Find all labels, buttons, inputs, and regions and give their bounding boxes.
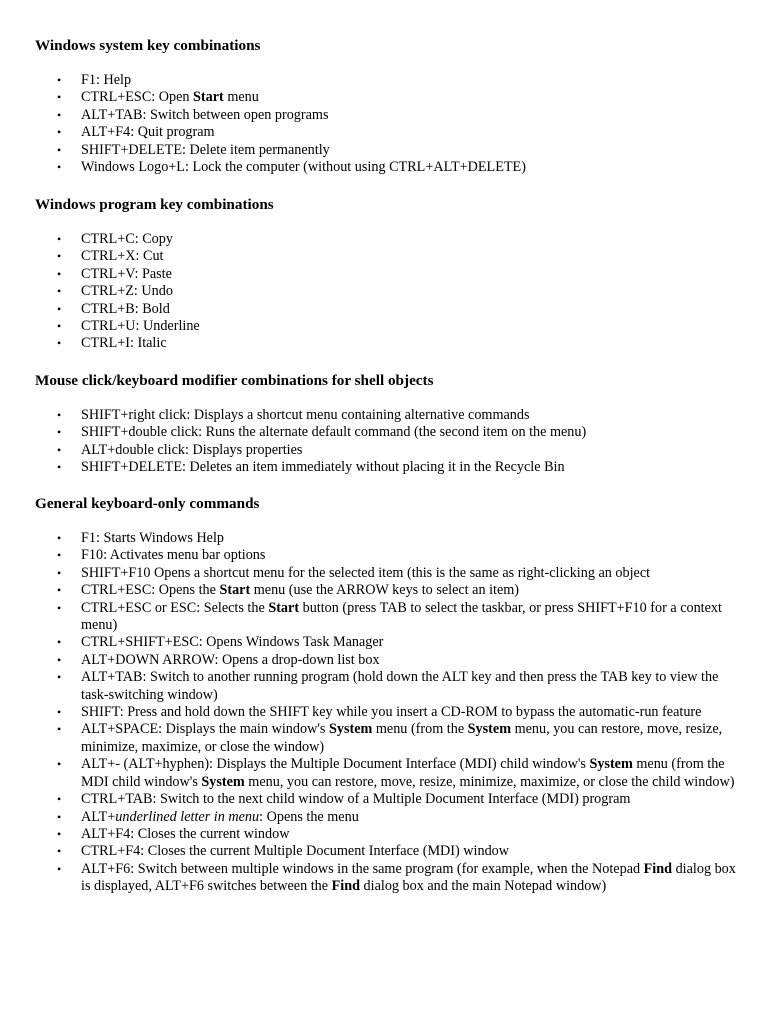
text-run: : Opens the menu — [259, 808, 359, 825]
bullet-icon: • — [57, 249, 62, 264]
text-run: CTRL+B: Bold — [81, 300, 170, 317]
section-heading: General keyboard-only commands — [35, 495, 260, 512]
list-item — [57, 459, 737, 476]
text-run: CTRL+F4: Closes the current Multiple Document Interface (MDI) window — [81, 843, 510, 860]
list-item-text — [81, 600, 726, 633]
list-item-text — [81, 861, 739, 894]
list-item — [57, 318, 737, 335]
bullet-icon: • — [57, 284, 62, 299]
bullet-icon: • — [57, 705, 62, 720]
list-item-text — [81, 634, 383, 650]
bullet-icon: • — [57, 583, 62, 598]
list-item-text — [81, 704, 701, 720]
italic-text: underlined letter in menu — [115, 808, 260, 825]
list-item-text — [81, 142, 330, 158]
text-run: CTRL+C: Copy — [81, 231, 173, 247]
text-run: F1: Help — [81, 72, 132, 88]
bold-text: Start — [219, 582, 251, 599]
list-item — [57, 301, 737, 318]
list-item-text — [81, 756, 734, 789]
text-run: CTRL+I: Italic — [81, 335, 167, 352]
text-run: menu (from the MDI child window's — [81, 756, 729, 790]
text-run: dialog box and the main Notepad window) — [360, 878, 607, 895]
bullet-icon: • — [57, 266, 62, 281]
list-item — [57, 791, 737, 808]
text-run: SHIFT+DELETE: Deletes an item immediately without placing it in the Recycle Bin — [81, 459, 565, 476]
list-item-text — [81, 547, 265, 563]
list-item — [57, 756, 737, 791]
bullet-icon: • — [57, 600, 62, 615]
text-run: menu — [223, 89, 259, 106]
list-item — [57, 283, 737, 300]
text-run: CTRL+ESC: Opens the — [81, 582, 220, 599]
bullet-icon: • — [57, 826, 62, 841]
bullet-icon: • — [57, 548, 62, 563]
text-run: CTRL+TAB: Switch to the next child window of a Multiple Document Interface (MDI) program — [81, 791, 631, 808]
text-run: CTRL+X: Cut — [81, 248, 164, 265]
list-item — [57, 652, 737, 669]
list-item — [57, 582, 737, 599]
text-run: SHIFT: Press and hold down the SHIFT key while you insert a CD-ROM to bypass the automatic-run feature — [81, 704, 702, 721]
key-list — [57, 231, 737, 353]
bold-text: System — [467, 721, 512, 738]
text-run: SHIFT+DELETE: Delete item permanently — [81, 141, 330, 158]
list-item — [57, 335, 737, 352]
list-item — [57, 72, 737, 89]
bold-text: Find — [331, 878, 360, 895]
list-item-text — [81, 721, 726, 754]
text-run: ALT+SPACE: Displays the main window's — [81, 721, 329, 738]
list-item — [57, 669, 737, 704]
list-item — [57, 248, 737, 265]
bullet-icon: • — [57, 652, 62, 667]
key-list — [57, 72, 737, 176]
text-run: ALT+TAB: Switch between open programs — [81, 106, 329, 123]
bullet-icon: • — [57, 460, 62, 475]
list-item — [57, 600, 737, 635]
list-item-text — [81, 266, 172, 282]
text-run: CTRL+ESC: Open — [81, 89, 194, 106]
bullet-icon: • — [57, 160, 62, 175]
text-run: CTRL+Z: Undo — [81, 283, 173, 300]
bullet-icon: • — [57, 425, 62, 440]
list-item — [57, 530, 737, 547]
list-item — [57, 159, 737, 176]
bullet-icon: • — [57, 73, 62, 87]
text-run: menu (from the — [372, 721, 468, 738]
text-run: ALT+F4: Quit program — [81, 124, 215, 141]
text-run: CTRL+ESC or ESC: Selects the — [81, 599, 269, 616]
list-item-text — [81, 809, 359, 825]
list-item-text — [81, 248, 164, 264]
list-item — [57, 407, 737, 424]
bullet-icon: • — [57, 635, 62, 650]
bullet-icon: • — [57, 408, 62, 422]
bullet-icon: • — [57, 232, 62, 246]
list-item — [57, 266, 737, 283]
bullet-icon: • — [57, 757, 62, 772]
key-list — [57, 407, 737, 477]
text-run: ALT+- (ALT+hyphen): Displays the Multiple Document Interface (MDI) child window's — [81, 756, 590, 773]
key-list — [57, 530, 740, 896]
list-item — [57, 809, 737, 826]
text-run: F10: Activates menu bar options — [81, 547, 266, 564]
list-item-text — [81, 159, 526, 175]
list-item — [57, 107, 737, 124]
list-item-text — [81, 124, 215, 140]
list-item-text — [81, 407, 530, 423]
bullet-icon: • — [57, 531, 62, 545]
text-run: SHIFT+double click: Runs the alternate default command (the second item on the menu) — [81, 424, 587, 441]
list-item-text — [81, 652, 380, 668]
bold-text: Find — [643, 860, 673, 877]
text-run: ALT+F4: Closes the current window — [81, 825, 290, 842]
list-item-text — [81, 565, 650, 581]
list-item — [57, 860, 740, 896]
text-run: ALT+F6: Switch between multiple windows in the same program (for example, when the Notepad — [81, 860, 644, 877]
list-item — [57, 565, 737, 582]
text-run: dialog box is displayed, ALT+F6 switches between the — [81, 860, 740, 895]
bullet-icon: • — [57, 809, 62, 824]
bold-text: System — [328, 721, 373, 738]
list-item — [57, 231, 737, 248]
bold-text: Start — [193, 89, 224, 106]
list-item-text — [81, 335, 167, 351]
text-run: Windows Logo+L: Lock the computer (without using CTRL+ALT+DELETE) — [81, 159, 526, 176]
list-item-text — [81, 843, 509, 859]
text-run: ALT+ — [81, 808, 116, 825]
text-run: ALT+DOWN ARROW: Opens a drop-down list box — [81, 651, 380, 668]
bullet-icon: • — [57, 792, 62, 807]
bullet-icon: • — [57, 861, 62, 876]
list-item-text — [81, 301, 170, 317]
list-item — [57, 826, 737, 843]
bullet-icon: • — [57, 670, 62, 685]
text-run: CTRL+U: Underline — [81, 318, 200, 335]
text-run: ALT+double click: Displays properties — [81, 441, 303, 458]
list-item-text — [81, 283, 173, 299]
list-item — [57, 843, 737, 860]
list-item-text — [81, 530, 224, 546]
bullet-icon: • — [57, 107, 62, 122]
bullet-icon: • — [57, 301, 62, 316]
section-heading: Windows system key combinations — [35, 37, 261, 54]
bullet-icon: • — [57, 722, 62, 737]
section-heading: Mouse click/keyboard modifier combinations for shell objects — [35, 372, 434, 389]
text-run: CTRL+SHIFT+ESC: Opens Windows Task Manager — [81, 634, 384, 651]
list-item — [57, 634, 737, 651]
text-run: button (press TAB to select the taskbar, or press SHIFT+F10 for a context menu) — [81, 599, 726, 634]
list-item-text — [81, 424, 586, 440]
list-item — [57, 704, 737, 721]
list-item — [57, 721, 737, 756]
list-item — [57, 142, 737, 159]
bullet-icon: • — [57, 844, 62, 859]
list-item-text — [81, 107, 328, 123]
bullet-icon: • — [57, 142, 62, 157]
bullet-icon: • — [57, 565, 62, 580]
bullet-icon: • — [57, 442, 62, 457]
list-item — [57, 547, 737, 564]
section-heading: Windows program key combinations — [35, 196, 274, 213]
list-item-text — [81, 669, 722, 702]
list-item-text — [81, 826, 289, 842]
text-run: CTRL+V: Paste — [81, 265, 172, 282]
list-item-text — [81, 89, 259, 105]
text-run: SHIFT+right click: Displays a shortcut menu containing alternative commands — [81, 407, 530, 423]
list-item-text — [81, 582, 519, 598]
list-item-text — [81, 318, 200, 334]
list-item-text — [81, 442, 302, 458]
bold-text: System — [201, 773, 245, 790]
text-run: menu (use the ARROW keys to select an item) — [250, 582, 520, 599]
text-run: menu, you can restore, move, resize, minimize, maximize, or close the child window) — [244, 773, 735, 790]
bullet-icon: • — [57, 336, 62, 351]
list-item — [57, 124, 737, 141]
text-run: SHIFT+F10 Opens a shortcut menu for the selected item (this is the same as right-clicking an object — [81, 564, 651, 581]
bold-text: Start — [268, 599, 300, 616]
list-item-text — [81, 459, 565, 475]
text-run: menu, you can restore, move, resize, minimize, maximize, or close the window) — [81, 721, 726, 755]
bullet-icon: • — [57, 319, 62, 334]
text-run: ALT+TAB: Switch to another running program (hold down the ALT key and then press the TAB key to view the task-switching window) — [81, 669, 722, 703]
text-run: F1: Starts Windows Help — [81, 530, 225, 546]
list-item — [57, 424, 737, 441]
bullet-icon: • — [57, 90, 62, 105]
list-item — [57, 442, 737, 459]
list-item — [57, 89, 737, 106]
bullet-icon: • — [57, 125, 62, 140]
bold-text: System — [589, 756, 633, 773]
list-item-text — [81, 791, 630, 807]
list-item-text — [81, 72, 131, 88]
list-item-text — [81, 231, 173, 247]
